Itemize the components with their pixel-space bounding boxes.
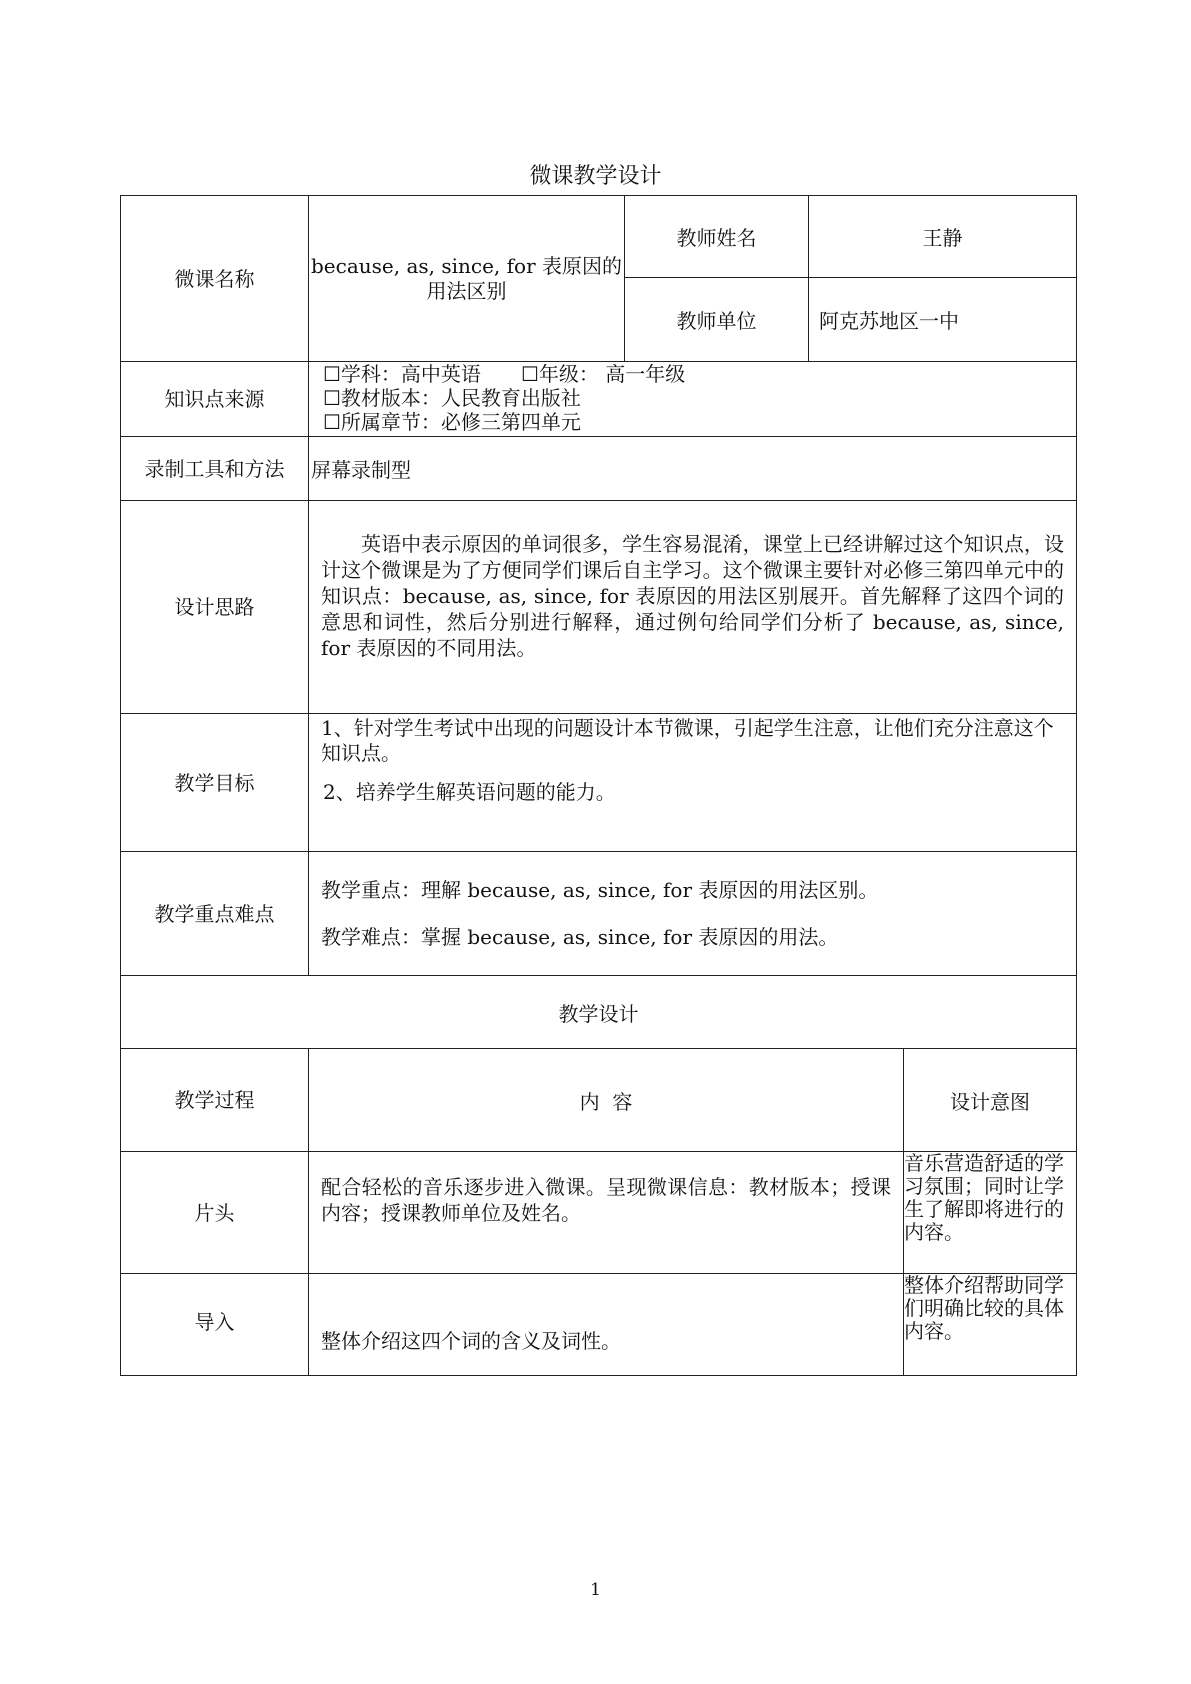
objectives-label: 教学目标: [121, 714, 309, 852]
page-number: 1: [590, 1580, 601, 1600]
key-difficulty: 教学难点：掌握 because, as, since, for 表原因的用法。: [321, 924, 839, 949]
col-process-header: 教学过程: [121, 1049, 309, 1152]
teacher-unit-label: 教师单位: [625, 278, 809, 362]
source-chapter: ☐所属章节：必修三第四单元: [323, 410, 581, 434]
teacher-name-label: 教师姓名: [625, 196, 809, 278]
course-name-label: 微课名称: [121, 196, 309, 362]
content-cell: 配合轻松的音乐逐步进入微课。呈现微课信息：教材版本；授课内容；授课教师单位及姓名。: [309, 1152, 904, 1274]
source-subject: ☐学科：高中英语: [323, 362, 481, 386]
key-focus: 教学重点：理解 because, as, since, for 表原因的用法区别。: [321, 877, 879, 902]
key-points-label: 教学重点难点: [121, 852, 309, 976]
teacher-unit-value: 阿克苏地区一中: [809, 278, 1077, 362]
objective-item-1: 1、针对学生考试中出现的问题设计本节微课，引起学生注意，让他们充分注意这个知识点。: [321, 716, 1054, 765]
design-idea-paragraph: 英语中表示原因的单词很多，学生容易混淆，课堂上已经讲解过这个知识点，设计这个微课是为了方便同学们课后自主学习。这个微课主要针对必修三第四单元中的知识点：because, as, since, for 表原因的用法区别展开。首先解释了这四个词的意思和词性，然后分别进行解释，通过例句给同学们分析了 because, as, since, for 表原因的不同用法。: [321, 532, 1064, 660]
source-label: 知识点来源: [121, 362, 309, 437]
intent-cell: 整体介绍帮助同学们明确比较的具体内容。: [904, 1274, 1077, 1376]
source-line-subject-grade: [309, 362, 1076, 386]
key-points-content: [309, 852, 1077, 976]
teacher-name-value: 王静: [809, 196, 1077, 278]
table-row: [121, 1152, 1077, 1274]
process-cell: 片头: [121, 1152, 309, 1274]
source-details: [309, 362, 1077, 437]
course-name-value: because, as, since, for 表原因的用法区别: [309, 196, 625, 362]
intent-cell: 音乐营造舒适的学习氛围；同时让学生了解即将进行的内容。: [904, 1152, 1077, 1274]
col-content-header: 内 容: [309, 1049, 904, 1152]
lesson-design-table: [120, 195, 1077, 1376]
document-title: 微课教学设计: [529, 164, 662, 189]
col-intent-header: 设计意图: [904, 1049, 1077, 1152]
source-grade: ☐年级： 高一年级: [520, 362, 686, 386]
design-section-heading: 教学设计: [121, 976, 1077, 1049]
tools-value: 屏幕录制型: [309, 437, 1077, 501]
design-idea-text: [309, 501, 1077, 714]
content-cell: 整体介绍这四个词的含义及词性。: [309, 1274, 904, 1376]
objectives-content: [309, 714, 1077, 852]
source-textbook: ☐教材版本：人民教育出版社: [323, 386, 581, 410]
table-row: [121, 1274, 1077, 1376]
process-cell: 导入: [121, 1274, 309, 1376]
objective-item-2: 2、培养学生解英语问题的能力。: [323, 780, 616, 804]
tools-label: 录制工具和方法: [121, 437, 309, 501]
design-idea-label: 设计思路: [121, 501, 309, 714]
